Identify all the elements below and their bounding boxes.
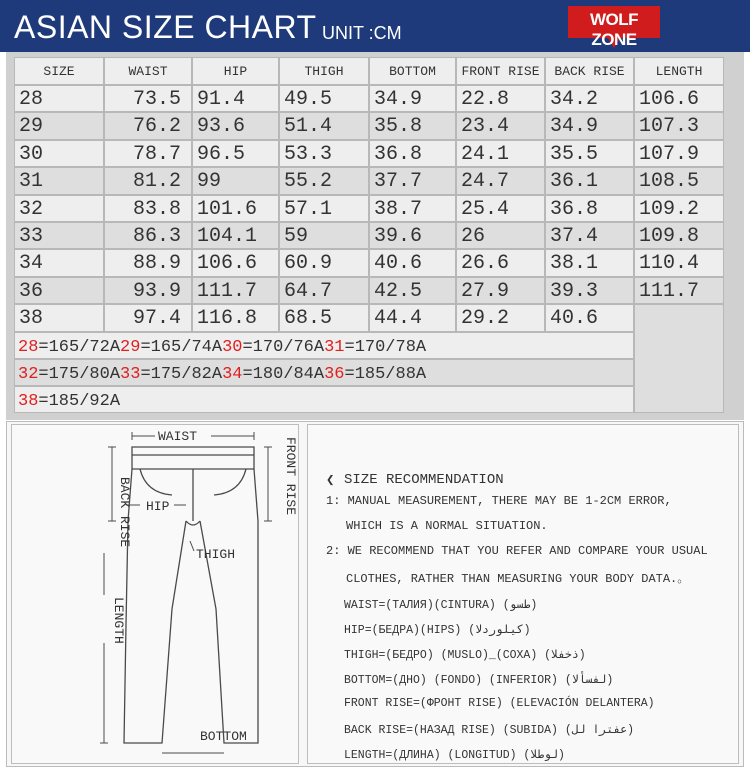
- table-cell: 104.1: [192, 222, 279, 249]
- size-table-panel: [6, 52, 744, 420]
- conversion-size: 32: [18, 364, 39, 384]
- size-conversion-row: [14, 332, 634, 359]
- table-cell: 83.8: [104, 195, 192, 222]
- table-cell: 28: [14, 85, 104, 112]
- table-cell: 34: [14, 249, 104, 276]
- table-cell: 108.5: [634, 167, 724, 194]
- table-cell: 59: [279, 222, 369, 249]
- conversion-value: =185/88A: [344, 364, 427, 384]
- table-cell: 111.7: [192, 277, 279, 304]
- waist-label: WAIST: [158, 429, 198, 444]
- table-cell: 36.1: [545, 167, 634, 194]
- recommendation-line: CLOTHES, RATHER THAN MEASURING YOUR BODY DATA.。: [346, 572, 690, 586]
- table-cell: 107.9: [634, 140, 724, 167]
- table-cell: 29.2: [456, 304, 545, 331]
- table-cell: 116.8: [192, 304, 279, 331]
- column-header: THIGH: [279, 57, 369, 85]
- conversion-value: =170/78A: [344, 337, 427, 357]
- table-cell: 32: [14, 195, 104, 222]
- table-cell: 76.2: [104, 112, 192, 139]
- measurement-back-rise: BACK RISE=(НАЗАД RISE) (SUBIDA) (عفترا لل): [344, 724, 635, 737]
- table-cell: 24.7: [456, 167, 545, 194]
- conversion-size: 33: [120, 364, 141, 384]
- table-cell: 29: [14, 112, 104, 139]
- conversion-value: =175/82A: [140, 364, 223, 384]
- table-cell: 111.7: [634, 277, 724, 304]
- table-cell: 39.3: [545, 277, 634, 304]
- conversion-value: =170/76A: [242, 337, 325, 357]
- size-conversion-row: [14, 386, 634, 413]
- column-header: LENGTH: [634, 57, 724, 85]
- unit-label: UNIT :CM: [322, 23, 402, 43]
- table-cell: 60.9: [279, 249, 369, 276]
- table-cell: 97.4: [104, 304, 192, 331]
- table-cell: 55.2: [279, 167, 369, 194]
- table-cell: 37.4: [545, 222, 634, 249]
- table-cell: 34.9: [369, 85, 456, 112]
- table-cell: 35.5: [545, 140, 634, 167]
- hip-label: HIP: [146, 499, 170, 514]
- conversion-value: =185/92A: [38, 391, 121, 411]
- conversion-value: =165/74A: [140, 337, 223, 357]
- conversion-value: =180/84A: [242, 364, 325, 384]
- conversion-size: 28: [18, 337, 39, 357]
- length-filler: [634, 304, 724, 412]
- table-cell: 24.1: [456, 140, 545, 167]
- table-cell: 22.8: [456, 85, 545, 112]
- measurement-thigh: THIGH=(БЕДРО) (MUSLO)_(COXA) (ذخفلا): [344, 649, 586, 662]
- conversion-size: 38: [18, 391, 39, 411]
- conversion-value: =175/80A: [38, 364, 121, 384]
- recommendation-line: WHICH IS A NORMAL SITUATION.: [346, 519, 548, 533]
- front-rise-label: FRONT RISE: [283, 437, 298, 516]
- table-cell: 91.4: [192, 85, 279, 112]
- table-cell: 23.4: [456, 112, 545, 139]
- header-bar: [0, 0, 750, 52]
- table-cell: 39.6: [369, 222, 456, 249]
- measurement-bottom: BOTTOM=(ДНО) (FONDO) (INFERIOR) (لفسألا): [344, 674, 614, 687]
- table-cell: 26: [456, 222, 545, 249]
- table-cell: 73.5: [104, 85, 192, 112]
- table-cell: 30: [14, 140, 104, 167]
- table-cell: 68.5: [279, 304, 369, 331]
- table-cell: 27.9: [456, 277, 545, 304]
- table-cell: 78.7: [104, 140, 192, 167]
- measurement-length: LENGTH=(ДЛИНА) (LONGITUD) (لوطلا): [344, 749, 565, 762]
- table-cell: 93.6: [192, 112, 279, 139]
- table-cell: 42.5: [369, 277, 456, 304]
- conversion-size: 29: [120, 337, 141, 357]
- column-header: SIZE: [14, 57, 104, 85]
- table-cell: 93.9: [104, 277, 192, 304]
- table-cell: 81.2: [104, 167, 192, 194]
- table-cell: 106.6: [192, 249, 279, 276]
- table-cell: 31: [14, 167, 104, 194]
- table-cell: 109.2: [634, 195, 724, 222]
- table-cell: 44.4: [369, 304, 456, 331]
- thigh-label: THIGH: [196, 547, 236, 562]
- conversion-size: 34: [222, 364, 243, 384]
- table-cell: 49.5: [279, 85, 369, 112]
- table-cell: 109.8: [634, 222, 724, 249]
- column-header: BACK RISE: [545, 57, 634, 85]
- table-cell: 26.6: [456, 249, 545, 276]
- pants-drawing: [12, 425, 300, 765]
- table-cell: 36: [14, 277, 104, 304]
- table-cell: 34.9: [545, 112, 634, 139]
- table-cell: 38.7: [369, 195, 456, 222]
- chevron-left-icon: ❮: [326, 473, 335, 489]
- size-conversion-row: [14, 359, 634, 386]
- column-header: WAIST: [104, 57, 192, 85]
- size-recommendation-panel: [307, 424, 739, 764]
- table-cell: 36.8: [545, 195, 634, 222]
- conversion-size: 36: [324, 364, 345, 384]
- table-cell: 40.6: [545, 304, 634, 331]
- table-cell: 110.4: [634, 249, 724, 276]
- measurement-front-rise: FRONT RISE=(ФРОНТ RISE) (ELEVACIÓN DELANTERA): [344, 697, 655, 710]
- brand-logo: [566, 4, 662, 50]
- table-cell: 107.3: [634, 112, 724, 139]
- table-cell: 33: [14, 222, 104, 249]
- guide-panel: [6, 421, 744, 767]
- table-cell: 25.4: [456, 195, 545, 222]
- back-rise-label: BACK RISE: [117, 477, 132, 548]
- bottom-label: BOTTOM: [200, 729, 247, 744]
- column-header: HIP: [192, 57, 279, 85]
- table-cell: 38: [14, 304, 104, 331]
- table-cell: 57.1: [279, 195, 369, 222]
- measurement-hip: HIP=(БЕДРА)(HIPS) (كيلوردلا): [344, 624, 531, 637]
- chart-title: ASIAN SIZE CHART: [14, 9, 317, 45]
- table-cell: 38.1: [545, 249, 634, 276]
- pants-diagram: [11, 424, 299, 764]
- table-cell: 88.9: [104, 249, 192, 276]
- table-cell: 106.6: [634, 85, 724, 112]
- column-header: BOTTOM: [369, 57, 456, 85]
- recommendation-line: 1: MANUAL MEASUREMENT, THERE MAY BE 1-2CM ERROR,: [326, 494, 672, 508]
- table-cell: 96.5: [192, 140, 279, 167]
- table-cell: 34.2: [545, 85, 634, 112]
- logo-text: WOLF ZONE: [589, 10, 639, 49]
- table-cell: 99: [192, 167, 279, 194]
- recommendation-line: 2: WE RECOMMEND THAT YOU REFER AND COMPARE YOUR USUAL: [326, 544, 708, 558]
- recommendation-title: SIZE RECOMMENDATION: [344, 472, 504, 488]
- table-cell: 40.6: [369, 249, 456, 276]
- table-cell: 86.3: [104, 222, 192, 249]
- column-header: FRONT RISE: [456, 57, 545, 85]
- table-cell: 36.8: [369, 140, 456, 167]
- table-cell: 35.8: [369, 112, 456, 139]
- table-cell: 53.3: [279, 140, 369, 167]
- measurement-waist: WAIST=(ТАЛИЯ)(CINTURA) (طسو): [344, 599, 538, 612]
- table-cell: 64.7: [279, 277, 369, 304]
- length-label: LENGTH: [111, 597, 126, 644]
- table-cell: 51.4: [279, 112, 369, 139]
- conversion-size: 31: [324, 337, 345, 357]
- conversion-size: 30: [222, 337, 243, 357]
- table-cell: 101.6: [192, 195, 279, 222]
- conversion-value: =165/72A: [38, 337, 121, 357]
- table-cell: 37.7: [369, 167, 456, 194]
